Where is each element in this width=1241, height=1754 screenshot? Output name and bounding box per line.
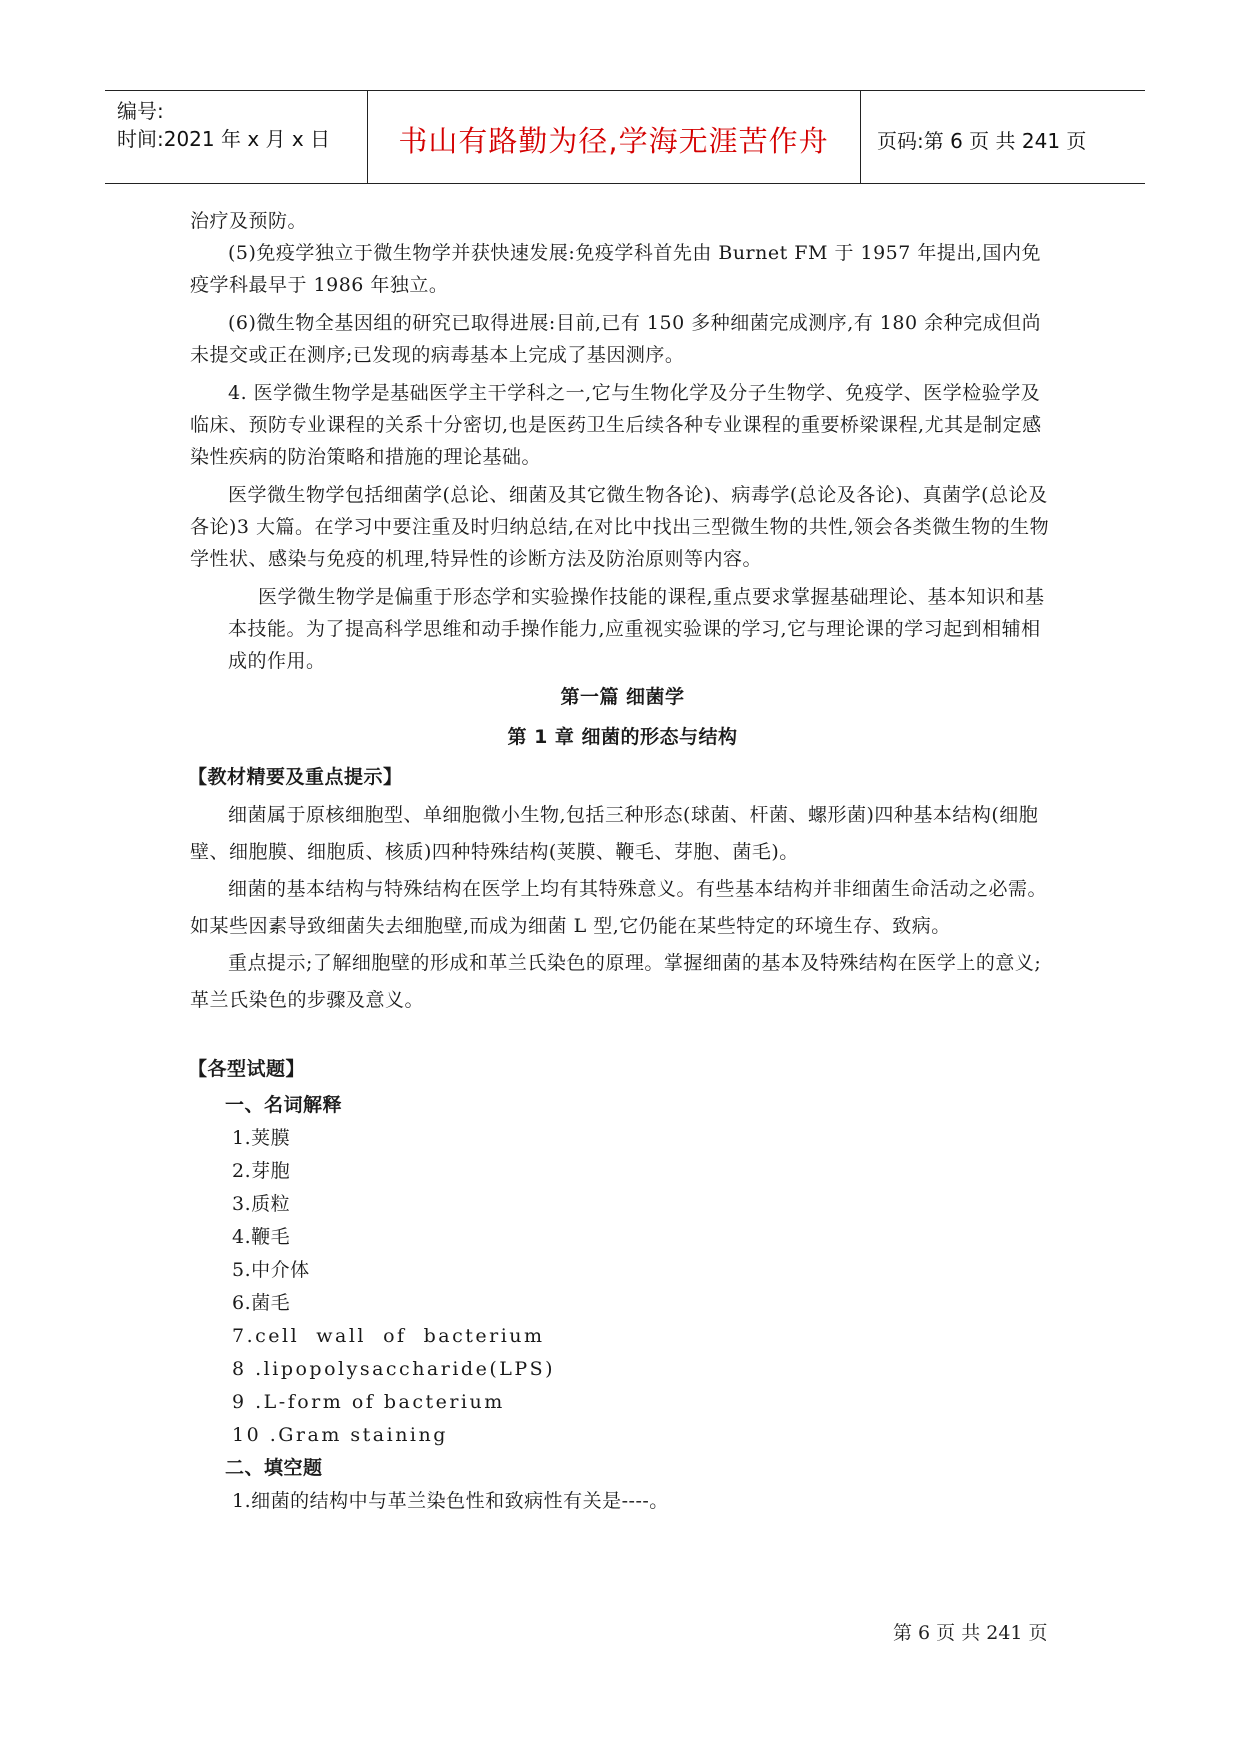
paragraph: 细菌属于原核细胞型、单细胞微小生物,包括三种形态(球菌、杆菌、螺形菌)四种基本结构(细胞壁、细胞膜、细胞质、核质)四种特殊结构(荚膜、鞭毛、芽胞、菌毛)。 xyxy=(190,804,1039,863)
subsection-heading: 一、名词解释 xyxy=(225,1094,343,1116)
list-item: 5.中介体 xyxy=(232,1259,310,1281)
header-motto: 书山有路勤为径,学海无涯苦作舟 xyxy=(398,124,829,158)
list-item: 4.鞭毛 xyxy=(232,1226,291,1248)
paragraph: 医学微生物学包括细菌学(总论、细菌及其它微生物各论)、病毒学(总论及各论)、真菌学(总论及各论)3 大篇。在学习中要注重及时归纳总结,在对比中找出三型微生物的共性,领会各类微生物的生物学性状、感染与免疫的机理,特异性的诊断方法及防治原则等内容。 xyxy=(190,484,1050,570)
section-heading: 【教材精要及重点提示】 xyxy=(188,766,403,788)
header-divider xyxy=(860,91,861,183)
list-item: 9 .L-form of bacterium xyxy=(232,1391,505,1413)
paragraph: (6)微生物全基因组的研究已取得进展:目前,已有 150 多种细菌完成测序,有 180 余种完成但尚未提交或正在测序;已发现的病毒基本上完成了基因测序。 xyxy=(190,312,1042,366)
paragraph: 医学微生物学是偏重于形态学和实验操作技能的课程,重点要求掌握基础理论、基本知识和基本技能。为了提高科学思维和动手操作能力,应重视实验课的学习,它与理论课的学习起到相辅相成的作用。 xyxy=(228,586,1045,672)
list-item: 2.芽胞 xyxy=(232,1160,291,1182)
document-header xyxy=(105,90,1145,184)
list-item: 1.细菌的结构中与革兰染色性和致病性有关是----。 xyxy=(232,1490,669,1512)
part-title: 第一篇 细菌学 xyxy=(560,686,685,708)
list-item: 1.荚膜 xyxy=(232,1127,291,1149)
chapter-title: 第 1 章 细菌的形态与结构 xyxy=(507,726,738,748)
section-heading: 【各型试题】 xyxy=(188,1058,306,1080)
paragraph: 治疗及预防。 xyxy=(190,210,308,232)
paragraph: (5)免疫学独立于微生物学并获快速发展:免疫学科首先由 Burnet FM 于 1957 年提出,国内免疫学科最早于 1986 年独立。 xyxy=(190,242,1041,296)
header-page-info: 页码:第 6 页 共 241 页 xyxy=(877,129,1087,153)
subsection-heading: 二、填空题 xyxy=(225,1457,323,1479)
page-footer: 第 6 页 共 241 页 xyxy=(893,1622,1048,1644)
time-label: 时间:2021 年 x 月 x 日 xyxy=(117,127,331,151)
list-item: 7.cell wall of bacterium xyxy=(232,1325,545,1347)
list-item: 6.菌毛 xyxy=(232,1292,291,1314)
paragraph: 细菌的基本结构与特殊结构在医学上均有其特殊意义。有些基本结构并非细菌生命活动之必需。如某些因素导致细菌失去细胞壁,而成为细菌 L 型,它仍能在某些特定的环境生存、致病。 xyxy=(190,878,1048,937)
header-meta xyxy=(105,91,367,183)
paragraph: 4. 医学微生物学是基础医学主干学科之一,它与生物化学及分子生物学、免疫学、医学检验学及临床、预防专业课程的关系十分密切,也是医药卫生后续各种专业课程的重要桥梁课程,尤其是制定感染性疾病的防治策略和措施的理论基础。 xyxy=(190,382,1042,468)
document-body xyxy=(190,205,1055,1518)
paragraph: 重点提示;了解细胞壁的形成和革兰氏染色的原理。掌握细菌的基本及特殊结构在医学上的意义;革兰氏染色的步骤及意义。 xyxy=(190,952,1042,1011)
list-item: 10 .Gram staining xyxy=(232,1424,448,1446)
list-item: 8 .lipopolysaccharide(LPS) xyxy=(232,1358,556,1380)
number-label: 编号: xyxy=(117,99,164,123)
list-item: 3.质粒 xyxy=(232,1193,291,1215)
